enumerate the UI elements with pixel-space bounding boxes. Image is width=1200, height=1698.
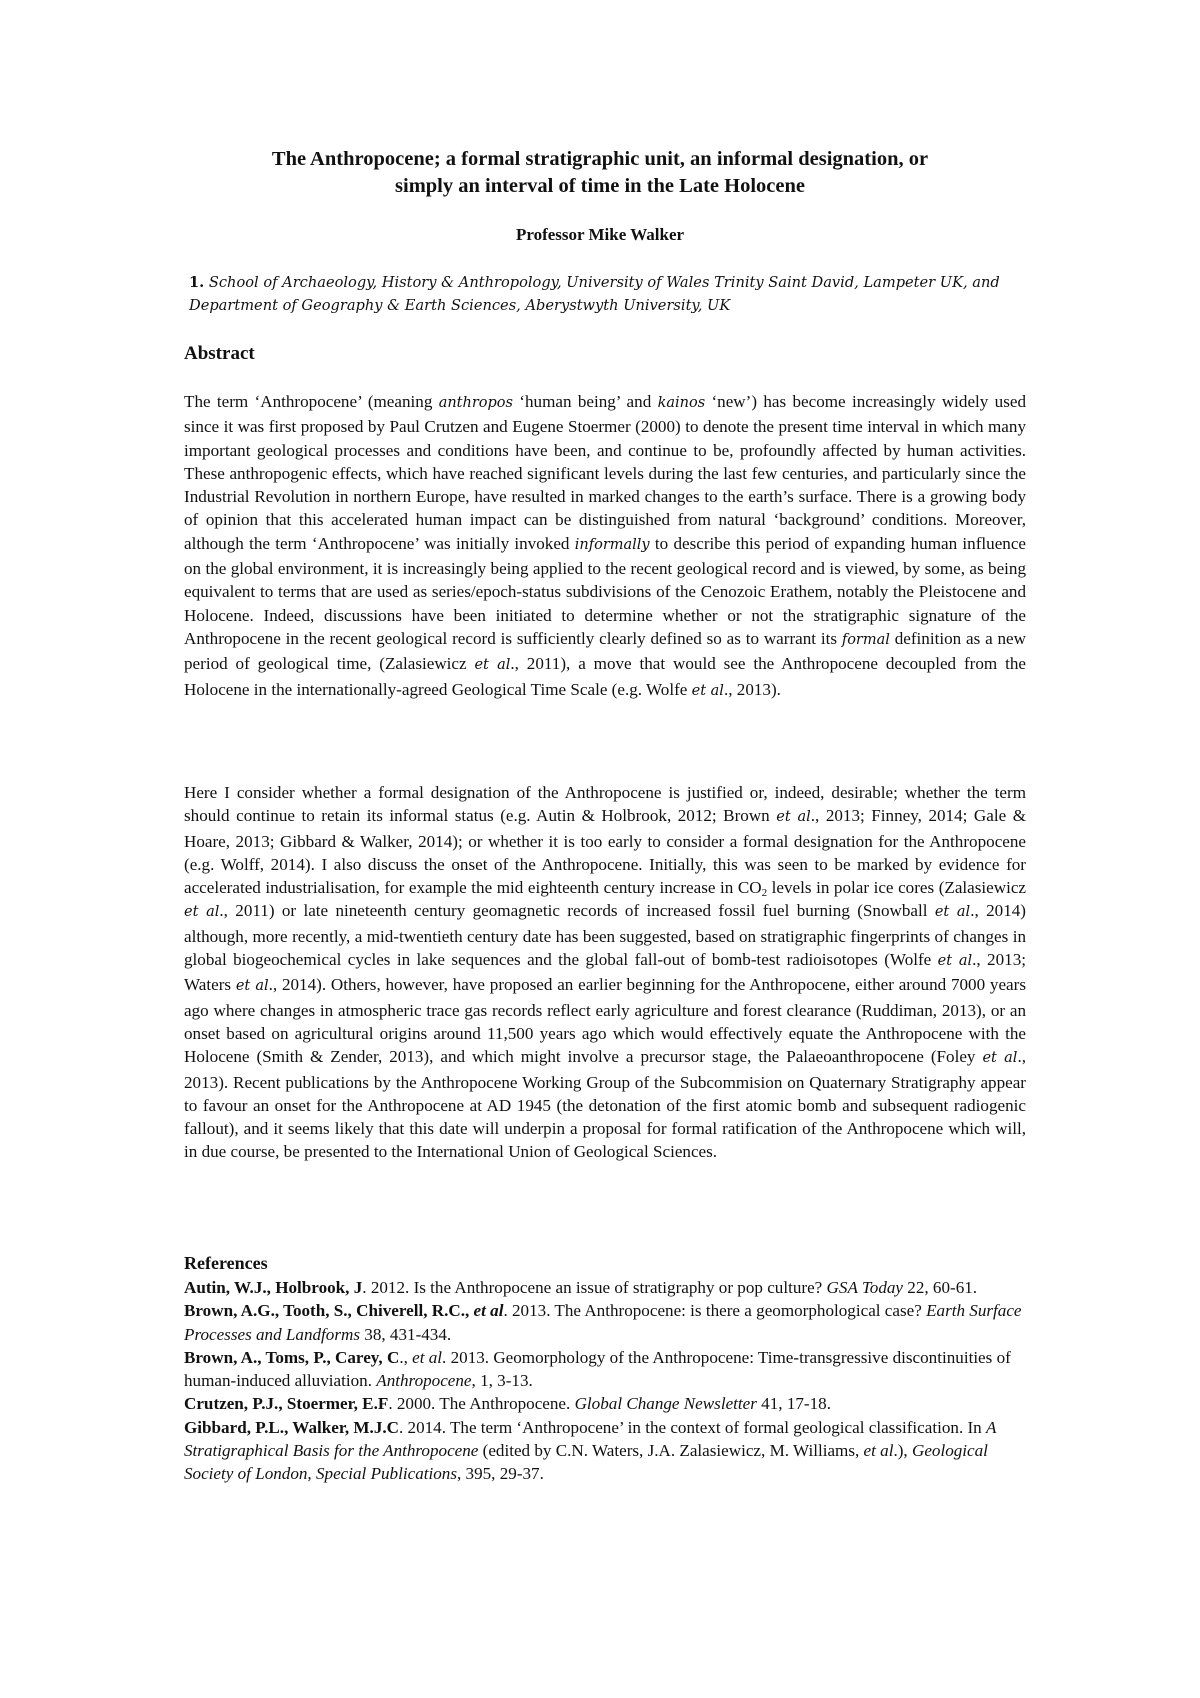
reference-list (184, 1276, 1026, 1486)
text-run: ., 2013). (723, 679, 781, 699)
italic-run: kainos (657, 395, 706, 411)
reference-text: 41, 17-18. (756, 1394, 831, 1414)
text-run: ., 2013; Waters (184, 950, 1026, 995)
text-run: ., 2014) although, more recently, a mid-twentieth century date has been suggested, based on stratigraphic fingerprints of changes in global biogeochemical cycles in lake sequences and the global fall-out of bomb-test radioisotopes (Wolfe (184, 901, 1026, 970)
author-name: Professor Mike Walker (515, 225, 685, 244)
reference-item (184, 1276, 1026, 1299)
reference-text: . 2012. Is the Anthropocene an issue of stratigraphy or pop culture? (362, 1278, 827, 1297)
reference-text: 22, 60-61. (903, 1278, 978, 1297)
italic-run: et al (691, 682, 724, 699)
italic-run: et al (474, 657, 511, 674)
references-heading: References (184, 1253, 268, 1273)
reference-text: . 2013. The Anthropocene: is there a geomorphological case? (503, 1301, 927, 1321)
reference-text: ., (399, 1347, 413, 1367)
text-run: ‘human being’ and (512, 392, 658, 411)
reference-authors: Brown, A., Toms, P., Carey, C (184, 1347, 400, 1367)
text-run: ., 2013; Finney, 2014; Gale & Hoare, 2013; Gibbard & Walker, 2014); or whether it is too early to consider a formal designation for the Anthropocene (e.g. Wolff, 2014). I also discuss the onset of the Anthropocene. Initially, this was seen to be marked by evidence for accelerated industrialisation, for example the mid eighteenth century increase in CO (184, 806, 1026, 898)
reference-text: . 2013. Geomorphology of the Anthropocene: Time-transgressive discontinuities of human-induced alluviation. (184, 1347, 1011, 1391)
italic-run: formal (841, 631, 890, 648)
reference-authors: Autin, W.J., Holbrook, J (184, 1278, 363, 1297)
reference-text: (edited by C.N. Waters, J.A. Zalasiewicz, M. Williams, (478, 1441, 864, 1461)
reference-journal: GSA Today (826, 1278, 904, 1297)
reference-item (184, 1346, 1026, 1393)
italic-run: et al (937, 953, 973, 970)
text-run: definition as a new period of geological time, (Zalasiewicz (184, 628, 1026, 674)
reference-journal: Earth Surface Processes and Landforms (184, 1301, 1022, 1344)
italic-run: informally (574, 536, 650, 553)
text-run: to describe this period of expanding human influence on the global environment, it is increasingly being applied to the recent geological record and is viewed, by some, as being equivalent to terms that are used as series/epoch-status subdivisions of the Cenozoic Erathem, notably the Pleistocene and Holocene. Indeed, discussions have been initiated to determine whether or not the stratigraphic signature of the Anthropocene in the recent geological record is sufficiently clearly defined so as to warrant its (184, 533, 1027, 648)
reference-item (184, 1392, 1026, 1415)
text-run: levels in polar ice cores (Zalasiewicz (767, 878, 1027, 898)
reference-item (184, 1416, 1026, 1486)
abstract-paragraph-2 (184, 781, 1026, 1164)
italic-run: anthropos (438, 395, 513, 411)
reference-journal: Geological Society of London, Special Publications (184, 1441, 988, 1484)
paper-title (150, 146, 1050, 200)
text-run: ., 2011) or late nineteenth century geomagnetic records of increased fossil fuel burning (Snowball (219, 901, 935, 921)
reference-journal: Global Change Newsletter (574, 1394, 757, 1414)
reference-text: .), (893, 1441, 912, 1461)
affiliation (189, 271, 1023, 317)
italic-run: et al (934, 904, 971, 921)
reference-text: , 395, 29-37. (456, 1464, 544, 1484)
reference-journal: Anthropocene (376, 1371, 472, 1391)
affiliation-text: School of Archaeology, History & Anthropology, University of Wales Trinity Saint David, Lampeter UK, and Department of Geography & Earth Sciences, Aberystwyth University, UK (189, 274, 1000, 314)
italic-run: et al (235, 978, 269, 995)
reference-text: . 2014. The term ‘Anthropocene’ in the context of formal geological classification. In (398, 1417, 986, 1437)
affiliation-number: 1. (189, 274, 205, 291)
reference-etal: et al (473, 1301, 504, 1321)
title-line-2: simply an interval of time in the Late Holocene (395, 175, 805, 197)
reference-text: , 1, 3-13. (471, 1371, 533, 1391)
abstract-heading: Abstract (184, 343, 255, 364)
text-run: ., 2011), a move that would see the Anthropocene decoupled from the Holocene in the internationally-agreed Geological Time Scale (e.g. Wolfe (184, 654, 1026, 699)
reference-etal: et al (863, 1441, 894, 1461)
text-run: ., 2013). Recent publications by the Anthropocene Working Group of the Subcommision on Quaternary Stratigraphy appear to favour an onset for the Anthropocene at AD 1945 (the detonation of the first atomic bomb and subsequent radiogenic fallout), and it seems likely that this date will underpin a proposal for formal ratification of the Anthropocene which will, in due course, be presented to the International Union of Geological Sciences. (184, 1047, 1026, 1162)
text-run: The term ‘Anthropocene’ (meaning (184, 392, 439, 411)
reference-text: 38, 431-434. (360, 1324, 452, 1344)
reference-text: . 2000. The Anthropocene. (388, 1394, 575, 1414)
reference-journal: A Stratigraphical Basis for the Anthropocene (184, 1417, 997, 1461)
title-line-1: The Anthropocene; a formal stratigraphic unit, an informal designation, or (271, 148, 929, 170)
reference-authors: Crutzen, P.J., Stoermer, E.F (184, 1394, 389, 1414)
abstract-paragraph-1 (184, 390, 1026, 703)
subscript: 2 (761, 887, 768, 900)
text-run: ‘new’) has become increasingly widely used since it was first proposed by Paul Crutzen and Eugene Stoermer (2000) to denote the present time interval in which many important geological processes and conditions have been, and continue to be, profoundly affected by human activities. These anthropogenic effects, which have reached significant levels during the last few centuries, and particularly since the Industrial Revolution in northern Europe, have resulted in marked changes to the earth’s surface. There is a growing body of opinion that this accelerated human impact can be distinguished from natural ‘background’ conditions. Moreover, although the term ‘Anthropocene’ was initially invoked (184, 392, 1026, 553)
text-run: Here I consider whether a formal designation of the Anthropocene is justified or, indeed, desirable; whether the term should continue to retain its informal status (e.g. Autin & Holbrook, 2012; Brown (184, 783, 1026, 826)
reference-etal: et al (412, 1347, 443, 1367)
italic-run: et al (982, 1050, 1018, 1067)
reference-authors: Brown, A.G., Tooth, S., Chiverell, R.C., (184, 1301, 474, 1321)
text-run: ., 2014). Others, however, have proposed an earlier beginning for the Anthropocene, either around 7000 years ago where changes in atmospheric trace gas records reflect early agriculture and forest clearance (Ruddiman, 2013), or an onset based on agricultural origins around 11,500 years ago which would effectively equate the Anthropocene with the Holocene (Smith & Zender, 2013), and which might involve a precursor stage, the Palaeoanthropocene (Foley (184, 975, 1026, 1067)
italic-run: et al (776, 809, 811, 826)
reference-item (184, 1299, 1026, 1346)
italic-run: et al (184, 904, 220, 921)
reference-authors: Gibbard, P.L., Walker, M.J.C (184, 1417, 399, 1437)
